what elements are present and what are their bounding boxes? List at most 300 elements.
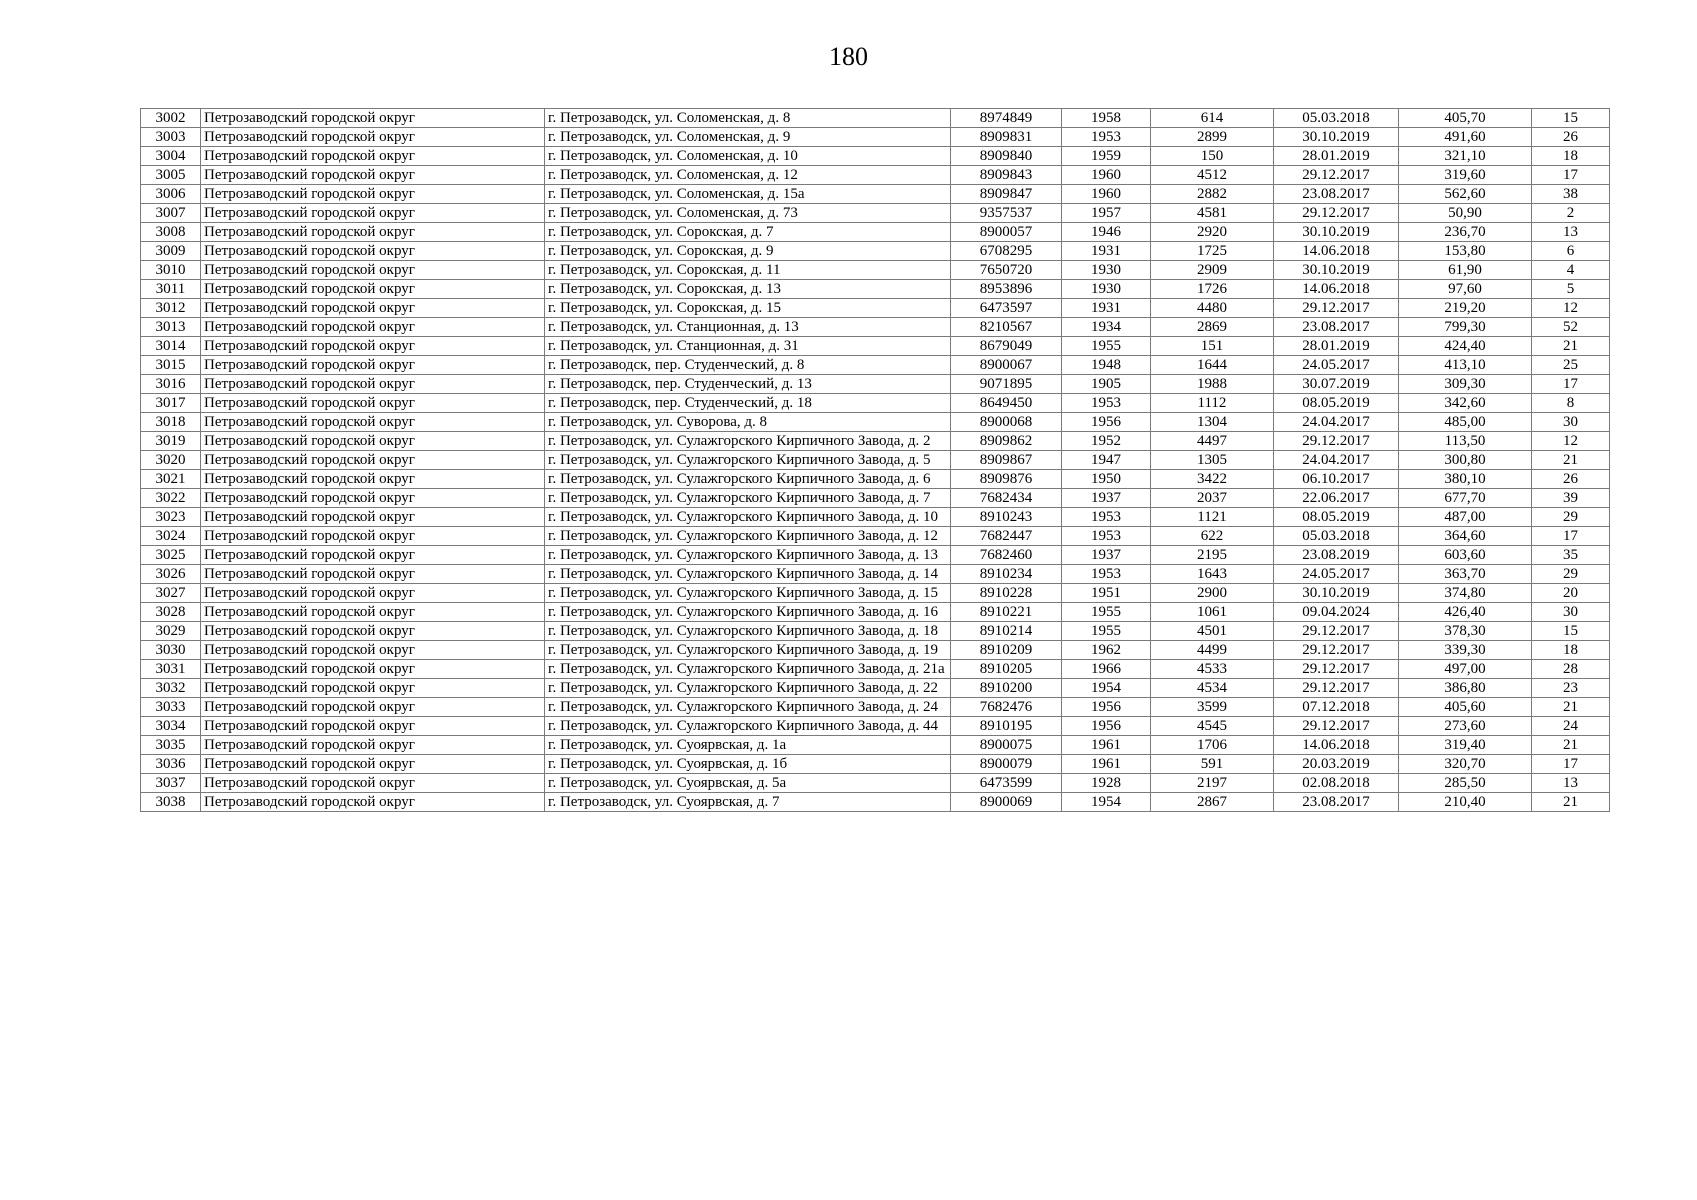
cell-quantity: 21 (1532, 451, 1610, 470)
cell-record-id: 1644 (1151, 356, 1274, 375)
cell-quantity: 26 (1532, 470, 1610, 489)
page-number: 180 (829, 42, 868, 71)
cell-area: 113,50 (1399, 432, 1532, 451)
cell-address: г. Петрозаводск, ул. Сулажгорского Кирпичного Завода, д. 15 (545, 584, 951, 603)
cell-build-year: 1953 (1062, 527, 1151, 546)
cell-address: г. Петрозаводск, ул. Суоярвская, д. 1б (545, 755, 951, 774)
table-row (141, 641, 1610, 660)
cell-row-number: 3018 (141, 413, 201, 432)
cell-quantity: 17 (1532, 527, 1610, 546)
cell-area: 405,60 (1399, 698, 1532, 717)
cell-row-number: 3011 (141, 280, 201, 299)
cell-municipality: Петрозаводский городской округ (201, 299, 545, 318)
cell-object-code: 8909862 (951, 432, 1062, 451)
cell-address: г. Петрозаводск, ул. Сулажгорского Кирпичного Завода, д. 19 (545, 641, 951, 660)
cell-municipality: Петрозаводский городской округ (201, 641, 545, 660)
cell-address: г. Петрозаводск, ул. Сулажгорского Кирпичного Завода, д. 22 (545, 679, 951, 698)
cell-address: г. Петрозаводск, ул. Суоярвская, д. 1а (545, 736, 951, 755)
cell-build-year: 1948 (1062, 356, 1151, 375)
cell-address: г. Петрозаводск, пер. Студенческий, д. 8 (545, 356, 951, 375)
cell-build-year: 1956 (1062, 698, 1151, 717)
cell-record-id: 2909 (1151, 261, 1274, 280)
cell-municipality: Петрозаводский городской округ (201, 242, 545, 261)
cell-record-id: 4497 (1151, 432, 1274, 451)
table-row (141, 261, 1610, 280)
cell-object-code: 8974849 (951, 109, 1062, 128)
cell-date: 24.05.2017 (1274, 565, 1399, 584)
cell-municipality: Петрозаводский городской округ (201, 508, 545, 527)
cell-municipality: Петрозаводский городской округ (201, 432, 545, 451)
table-row (141, 679, 1610, 698)
cell-date: 29.12.2017 (1274, 660, 1399, 679)
cell-area: 210,40 (1399, 793, 1532, 812)
cell-row-number: 3028 (141, 603, 201, 622)
cell-area: 424,40 (1399, 337, 1532, 356)
cell-build-year: 1956 (1062, 413, 1151, 432)
table-row (141, 603, 1610, 622)
table-row (141, 755, 1610, 774)
table-row (141, 128, 1610, 147)
table-row (141, 451, 1610, 470)
cell-municipality: Петрозаводский городской округ (201, 394, 545, 413)
cell-municipality: Петрозаводский городской округ (201, 698, 545, 717)
cell-address: г. Петрозаводск, ул. Сулажгорского Кирпичного Завода, д. 5 (545, 451, 951, 470)
cell-municipality: Петрозаводский городской округ (201, 546, 545, 565)
cell-address: г. Петрозаводск, ул. Сорокская, д. 7 (545, 223, 951, 242)
cell-date: 20.03.2019 (1274, 755, 1399, 774)
cell-build-year: 1962 (1062, 641, 1151, 660)
table-row (141, 622, 1610, 641)
cell-build-year: 1931 (1062, 242, 1151, 261)
cell-build-year: 1956 (1062, 717, 1151, 736)
cell-object-code: 8909847 (951, 185, 1062, 204)
cell-build-year: 1953 (1062, 508, 1151, 527)
cell-object-code: 8910214 (951, 622, 1062, 641)
cell-municipality: Петрозаводский городской округ (201, 489, 545, 508)
cell-row-number: 3035 (141, 736, 201, 755)
cell-record-id: 622 (1151, 527, 1274, 546)
cell-build-year: 1953 (1062, 128, 1151, 147)
table-row (141, 204, 1610, 223)
cell-row-number: 3007 (141, 204, 201, 223)
cell-municipality: Петрозаводский городской округ (201, 318, 545, 337)
cell-object-code: 8909876 (951, 470, 1062, 489)
cell-area: 319,40 (1399, 736, 1532, 755)
cell-date: 24.05.2017 (1274, 356, 1399, 375)
cell-date: 24.04.2017 (1274, 451, 1399, 470)
cell-municipality: Петрозаводский городской округ (201, 774, 545, 793)
cell-build-year: 1961 (1062, 755, 1151, 774)
cell-address: г. Петрозаводск, ул. Станционная, д. 13 (545, 318, 951, 337)
cell-quantity: 52 (1532, 318, 1610, 337)
cell-address: г. Петрозаводск, ул. Сулажгорского Кирпичного Завода, д. 16 (545, 603, 951, 622)
cell-row-number: 3012 (141, 299, 201, 318)
cell-object-code: 8900069 (951, 793, 1062, 812)
cell-row-number: 3032 (141, 679, 201, 698)
cell-record-id: 3599 (1151, 698, 1274, 717)
cell-municipality: Петрозаводский городской округ (201, 793, 545, 812)
cell-date: 07.12.2018 (1274, 698, 1399, 717)
cell-build-year: 1937 (1062, 489, 1151, 508)
cell-municipality: Петрозаводский городской округ (201, 223, 545, 242)
table-row (141, 565, 1610, 584)
cell-quantity: 35 (1532, 546, 1610, 565)
cell-quantity: 8 (1532, 394, 1610, 413)
table-row (141, 109, 1610, 128)
table-row (141, 337, 1610, 356)
cell-municipality: Петрозаводский городской округ (201, 603, 545, 622)
cell-date: 29.12.2017 (1274, 432, 1399, 451)
cell-municipality: Петрозаводский городской округ (201, 755, 545, 774)
cell-address: г. Петрозаводск, ул. Сулажгорского Кирпичного Завода, д. 21а (545, 660, 951, 679)
cell-municipality: Петрозаводский городской округ (201, 109, 545, 128)
cell-area: 339,30 (1399, 641, 1532, 660)
cell-object-code: 7682460 (951, 546, 1062, 565)
cell-object-code: 8953896 (951, 280, 1062, 299)
cell-address: г. Петрозаводск, ул. Сулажгорского Кирпичного Завода, д. 14 (545, 565, 951, 584)
cell-row-number: 3036 (141, 755, 201, 774)
cell-object-code: 8909843 (951, 166, 1062, 185)
cell-municipality: Петрозаводский городской округ (201, 660, 545, 679)
table-row (141, 508, 1610, 527)
cell-row-number: 3021 (141, 470, 201, 489)
cell-area: 677,70 (1399, 489, 1532, 508)
cell-record-id: 2195 (1151, 546, 1274, 565)
cell-municipality: Петрозаводский городской округ (201, 204, 545, 223)
cell-object-code: 8910195 (951, 717, 1062, 736)
table-row (141, 166, 1610, 185)
cell-object-code: 8909840 (951, 147, 1062, 166)
cell-object-code: 7650720 (951, 261, 1062, 280)
cell-address: г. Петрозаводск, ул. Соломенская, д. 8 (545, 109, 951, 128)
cell-row-number: 3038 (141, 793, 201, 812)
cell-object-code: 8910200 (951, 679, 1062, 698)
cell-object-code: 8900057 (951, 223, 1062, 242)
cell-object-code: 8909831 (951, 128, 1062, 147)
cell-municipality: Петрозаводский городской округ (201, 679, 545, 698)
cell-date: 29.12.2017 (1274, 299, 1399, 318)
table-row (141, 223, 1610, 242)
cell-municipality: Петрозаводский городской округ (201, 185, 545, 204)
cell-row-number: 3010 (141, 261, 201, 280)
cell-quantity: 21 (1532, 793, 1610, 812)
cell-municipality: Петрозаводский городской округ (201, 413, 545, 432)
table-row (141, 470, 1610, 489)
cell-address: г. Петрозаводск, ул. Соломенская, д. 10 (545, 147, 951, 166)
cell-quantity: 2 (1532, 204, 1610, 223)
cell-quantity: 28 (1532, 660, 1610, 679)
cell-row-number: 3022 (141, 489, 201, 508)
cell-area: 342,60 (1399, 394, 1532, 413)
cell-record-id: 1061 (1151, 603, 1274, 622)
cell-date: 29.12.2017 (1274, 679, 1399, 698)
cell-date: 28.01.2019 (1274, 147, 1399, 166)
cell-address: г. Петрозаводск, ул. Сулажгорского Кирпичного Завода, д. 18 (545, 622, 951, 641)
cell-date: 23.08.2019 (1274, 546, 1399, 565)
cell-build-year: 1960 (1062, 166, 1151, 185)
cell-record-id: 614 (1151, 109, 1274, 128)
cell-record-id: 2899 (1151, 128, 1274, 147)
table-row (141, 736, 1610, 755)
cell-object-code: 8910209 (951, 641, 1062, 660)
cell-address: г. Петрозаводск, ул. Соломенская, д. 12 (545, 166, 951, 185)
cell-municipality: Петрозаводский городской округ (201, 717, 545, 736)
cell-row-number: 3017 (141, 394, 201, 413)
cell-area: 491,60 (1399, 128, 1532, 147)
cell-row-number: 3002 (141, 109, 201, 128)
table-row (141, 546, 1610, 565)
cell-row-number: 3009 (141, 242, 201, 261)
cell-address: г. Петрозаводск, пер. Студенческий, д. 13 (545, 375, 951, 394)
cell-build-year: 1928 (1062, 774, 1151, 793)
cell-record-id: 4533 (1151, 660, 1274, 679)
table-row (141, 717, 1610, 736)
cell-quantity: 13 (1532, 774, 1610, 793)
cell-area: 309,30 (1399, 375, 1532, 394)
cell-row-number: 3037 (141, 774, 201, 793)
table-body (141, 109, 1610, 812)
table-row (141, 413, 1610, 432)
cell-area: 497,00 (1399, 660, 1532, 679)
cell-address: г. Петрозаводск, ул. Станционная, д. 31 (545, 337, 951, 356)
cell-build-year: 1951 (1062, 584, 1151, 603)
registry-table (140, 108, 1610, 812)
cell-record-id: 1304 (1151, 413, 1274, 432)
cell-build-year: 1953 (1062, 565, 1151, 584)
cell-build-year: 1946 (1062, 223, 1151, 242)
cell-build-year: 1937 (1062, 546, 1151, 565)
cell-date: 23.08.2017 (1274, 318, 1399, 337)
cell-object-code: 8910228 (951, 584, 1062, 603)
cell-area: 799,30 (1399, 318, 1532, 337)
cell-row-number: 3023 (141, 508, 201, 527)
cell-date: 22.06.2017 (1274, 489, 1399, 508)
cell-address: г. Петрозаводск, ул. Сулажгорского Кирпичного Завода, д. 13 (545, 546, 951, 565)
cell-area: 219,20 (1399, 299, 1532, 318)
cell-record-id: 4512 (1151, 166, 1274, 185)
cell-build-year: 1905 (1062, 375, 1151, 394)
cell-municipality: Петрозаводский городской округ (201, 451, 545, 470)
cell-row-number: 3033 (141, 698, 201, 717)
cell-build-year: 1947 (1062, 451, 1151, 470)
cell-date: 14.06.2018 (1274, 242, 1399, 261)
cell-municipality: Петрозаводский городской округ (201, 147, 545, 166)
cell-area: 378,30 (1399, 622, 1532, 641)
cell-build-year: 1930 (1062, 261, 1151, 280)
cell-row-number: 3025 (141, 546, 201, 565)
cell-record-id: 150 (1151, 147, 1274, 166)
cell-area: 562,60 (1399, 185, 1532, 204)
cell-build-year: 1954 (1062, 793, 1151, 812)
cell-build-year: 1954 (1062, 679, 1151, 698)
cell-build-year: 1961 (1062, 736, 1151, 755)
cell-record-id: 1121 (1151, 508, 1274, 527)
cell-record-id: 1112 (1151, 394, 1274, 413)
cell-area: 426,40 (1399, 603, 1532, 622)
cell-address: г. Петрозаводск, ул. Сорокская, д. 15 (545, 299, 951, 318)
cell-record-id: 1305 (1151, 451, 1274, 470)
cell-quantity: 15 (1532, 109, 1610, 128)
cell-date: 08.05.2019 (1274, 394, 1399, 413)
cell-record-id: 4545 (1151, 717, 1274, 736)
cell-area: 413,10 (1399, 356, 1532, 375)
cell-address: г. Петрозаводск, ул. Сорокская, д. 13 (545, 280, 951, 299)
cell-build-year: 1952 (1062, 432, 1151, 451)
cell-quantity: 18 (1532, 147, 1610, 166)
table-row (141, 527, 1610, 546)
cell-address: г. Петрозаводск, ул. Суворова, д. 8 (545, 413, 951, 432)
cell-record-id: 2882 (1151, 185, 1274, 204)
table-row (141, 280, 1610, 299)
cell-quantity: 5 (1532, 280, 1610, 299)
cell-address: г. Петрозаводск, ул. Сулажгорского Кирпичного Завода, д. 10 (545, 508, 951, 527)
cell-area: 153,80 (1399, 242, 1532, 261)
cell-date: 23.08.2017 (1274, 185, 1399, 204)
cell-date: 29.12.2017 (1274, 622, 1399, 641)
cell-area: 50,90 (1399, 204, 1532, 223)
cell-address: г. Петрозаводск, ул. Сорокская, д. 11 (545, 261, 951, 280)
cell-area: 386,80 (1399, 679, 1532, 698)
cell-row-number: 3004 (141, 147, 201, 166)
cell-object-code: 6473599 (951, 774, 1062, 793)
cell-municipality: Петрозаводский городской округ (201, 584, 545, 603)
cell-record-id: 591 (1151, 755, 1274, 774)
cell-date: 23.08.2017 (1274, 793, 1399, 812)
cell-object-code: 9071895 (951, 375, 1062, 394)
cell-quantity: 15 (1532, 622, 1610, 641)
cell-row-number: 3014 (141, 337, 201, 356)
cell-row-number: 3031 (141, 660, 201, 679)
cell-object-code: 6708295 (951, 242, 1062, 261)
cell-area: 300,80 (1399, 451, 1532, 470)
table-row (141, 774, 1610, 793)
cell-municipality: Петрозаводский городской округ (201, 470, 545, 489)
cell-area: 374,80 (1399, 584, 1532, 603)
cell-municipality: Петрозаводский городской округ (201, 128, 545, 147)
table-row (141, 242, 1610, 261)
cell-row-number: 3008 (141, 223, 201, 242)
table-row (141, 318, 1610, 337)
cell-record-id: 2900 (1151, 584, 1274, 603)
cell-date: 29.12.2017 (1274, 717, 1399, 736)
cell-date: 14.06.2018 (1274, 280, 1399, 299)
table-row (141, 660, 1610, 679)
table-row (141, 432, 1610, 451)
cell-row-number: 3015 (141, 356, 201, 375)
cell-area: 285,50 (1399, 774, 1532, 793)
cell-build-year: 1960 (1062, 185, 1151, 204)
cell-quantity: 21 (1532, 698, 1610, 717)
cell-area: 321,10 (1399, 147, 1532, 166)
cell-record-id: 1643 (1151, 565, 1274, 584)
cell-area: 364,60 (1399, 527, 1532, 546)
cell-date: 14.06.2018 (1274, 736, 1399, 755)
cell-area: 603,60 (1399, 546, 1532, 565)
cell-record-id: 2867 (1151, 793, 1274, 812)
cell-area: 487,00 (1399, 508, 1532, 527)
cell-record-id: 4480 (1151, 299, 1274, 318)
cell-object-code: 8910205 (951, 660, 1062, 679)
cell-area: 380,10 (1399, 470, 1532, 489)
cell-object-code: 7682476 (951, 698, 1062, 717)
cell-row-number: 3019 (141, 432, 201, 451)
cell-quantity: 6 (1532, 242, 1610, 261)
cell-date: 30.10.2019 (1274, 128, 1399, 147)
cell-address: г. Петрозаводск, ул. Соломенская, д. 9 (545, 128, 951, 147)
cell-quantity: 24 (1532, 717, 1610, 736)
cell-address: г. Петрозаводск, ул. Сулажгорского Кирпичного Завода, д. 24 (545, 698, 951, 717)
cell-municipality: Петрозаводский городской округ (201, 375, 545, 394)
cell-address: г. Петрозаводск, ул. Соломенская, д. 15а (545, 185, 951, 204)
cell-area: 97,60 (1399, 280, 1532, 299)
cell-quantity: 21 (1532, 337, 1610, 356)
cell-object-code: 8910234 (951, 565, 1062, 584)
cell-date: 30.10.2019 (1274, 223, 1399, 242)
cell-address: г. Петрозаводск, ул. Сулажгорского Кирпичного Завода, д. 6 (545, 470, 951, 489)
cell-quantity: 38 (1532, 185, 1610, 204)
cell-area: 236,70 (1399, 223, 1532, 242)
cell-row-number: 3013 (141, 318, 201, 337)
cell-record-id: 4581 (1151, 204, 1274, 223)
cell-row-number: 3026 (141, 565, 201, 584)
cell-date: 05.03.2018 (1274, 109, 1399, 128)
cell-quantity: 25 (1532, 356, 1610, 375)
cell-row-number: 3024 (141, 527, 201, 546)
cell-object-code: 8679049 (951, 337, 1062, 356)
cell-object-code: 8900068 (951, 413, 1062, 432)
cell-row-number: 3029 (141, 622, 201, 641)
table-row (141, 375, 1610, 394)
cell-quantity: 20 (1532, 584, 1610, 603)
cell-row-number: 3034 (141, 717, 201, 736)
cell-quantity: 12 (1532, 299, 1610, 318)
cell-municipality: Петрозаводский городской округ (201, 622, 545, 641)
cell-build-year: 1958 (1062, 109, 1151, 128)
cell-record-id: 4501 (1151, 622, 1274, 641)
cell-build-year: 1966 (1062, 660, 1151, 679)
cell-area: 485,00 (1399, 413, 1532, 432)
cell-date: 05.03.2018 (1274, 527, 1399, 546)
cell-date: 30.10.2019 (1274, 584, 1399, 603)
table-row (141, 584, 1610, 603)
cell-quantity: 26 (1532, 128, 1610, 147)
cell-quantity: 30 (1532, 413, 1610, 432)
cell-quantity: 29 (1532, 508, 1610, 527)
cell-address: г. Петрозаводск, ул. Сулажгорского Кирпичного Завода, д. 44 (545, 717, 951, 736)
cell-date: 06.10.2017 (1274, 470, 1399, 489)
cell-object-code: 8909867 (951, 451, 1062, 470)
cell-object-code: 8910221 (951, 603, 1062, 622)
cell-record-id: 4534 (1151, 679, 1274, 698)
cell-date: 29.12.2017 (1274, 641, 1399, 660)
cell-quantity: 39 (1532, 489, 1610, 508)
cell-area: 405,70 (1399, 109, 1532, 128)
cell-object-code: 8900075 (951, 736, 1062, 755)
cell-build-year: 1959 (1062, 147, 1151, 166)
cell-object-code: 8900079 (951, 755, 1062, 774)
cell-address: г. Петрозаводск, ул. Соломенская, д. 73 (545, 204, 951, 223)
cell-record-id: 151 (1151, 337, 1274, 356)
cell-area: 319,60 (1399, 166, 1532, 185)
cell-quantity: 17 (1532, 375, 1610, 394)
cell-quantity: 13 (1532, 223, 1610, 242)
cell-build-year: 1957 (1062, 204, 1151, 223)
cell-quantity: 23 (1532, 679, 1610, 698)
cell-date: 02.08.2018 (1274, 774, 1399, 793)
table-row (141, 299, 1610, 318)
cell-object-code: 9357537 (951, 204, 1062, 223)
cell-quantity: 18 (1532, 641, 1610, 660)
